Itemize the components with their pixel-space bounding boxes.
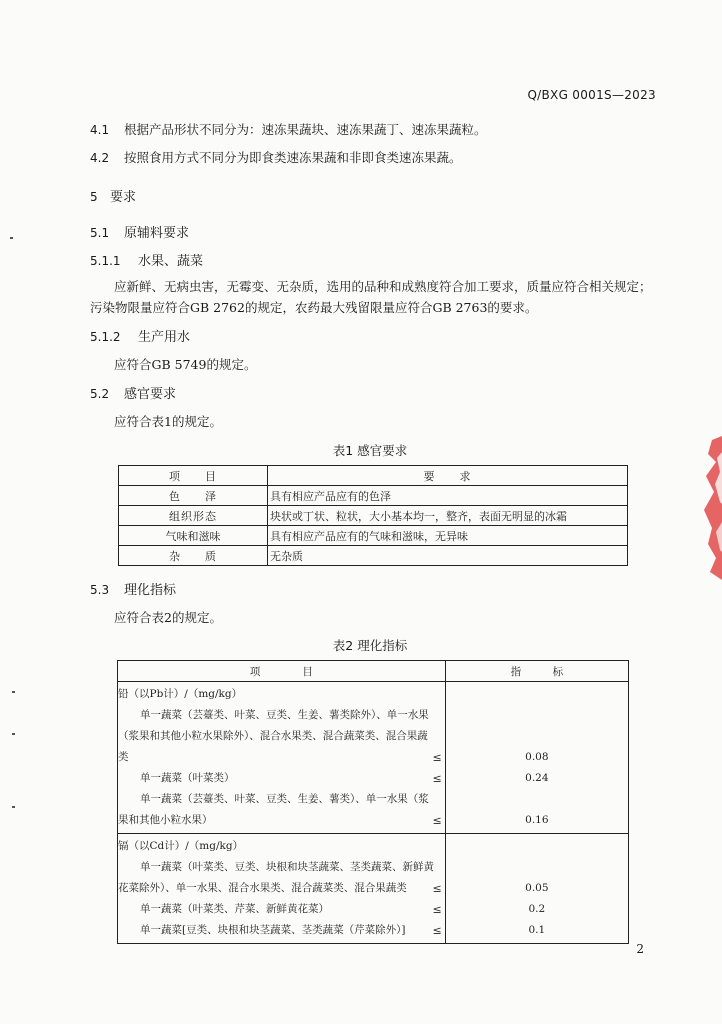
- table-row-lead: [118, 682, 629, 834]
- scan-speck: [12, 691, 15, 693]
- heading-5-1-1: [90, 250, 203, 269]
- le-symbol: ≤: [432, 814, 442, 827]
- heading-number: 5: [90, 190, 98, 204]
- item-line: 单一蔬菜（芸薹类、叶菜、豆类、生姜、薯类）、单一水果（浆: [140, 793, 429, 805]
- cadmium-value-cell: [445, 834, 628, 944]
- heading-5-2: [90, 383, 176, 402]
- le-symbol: ≤: [432, 903, 442, 916]
- limit-value: 0.05: [525, 882, 549, 894]
- heading-text: 理化指标: [124, 583, 177, 598]
- lead-value-cell: [445, 682, 628, 834]
- table2-physicochemical: [117, 660, 629, 944]
- item-text: 单一蔬菜（叶菜类）: [140, 772, 235, 784]
- item-text: 单一蔬菜[豆类、块根和块茎蔬菜、茎类蔬菜（芹菜除外）]: [140, 924, 406, 936]
- table1-caption: 表1 感官要求: [332, 443, 408, 458]
- limit-value: 0.2: [528, 903, 546, 915]
- table-row: [119, 506, 628, 526]
- table2-caption: 表2 理化指标: [332, 638, 408, 653]
- heading-5-1: [90, 222, 189, 241]
- heading-5-1-2: [90, 326, 190, 345]
- limit-value: 0.08: [525, 751, 549, 763]
- row-item: 杂 质: [119, 546, 268, 566]
- page-number: 2: [636, 942, 644, 956]
- table-header-row: [119, 466, 628, 486]
- heading-number: 5.1: [90, 226, 110, 240]
- clause-5-1-2-body: 应符合GB 5749的规定。: [114, 357, 257, 372]
- column-header: 项 目: [119, 466, 268, 486]
- item-text: 单一蔬菜（叶菜类、芹菜、新鲜黄花菜）: [140, 903, 329, 915]
- scan-speck: [12, 806, 15, 808]
- heading-number: 5.3: [90, 583, 110, 597]
- item-line: 单一蔬菜（芸薹类、叶菜、豆类、生姜、薯类除外）、单一水果: [140, 709, 429, 721]
- item-text: 花菜除外）、单一水果、混合水果类、混合蔬菜类、混合果蔬类: [118, 882, 407, 894]
- item-text: 类: [118, 751, 129, 763]
- heading-5: [90, 186, 136, 205]
- item-line-with-symbol: [118, 878, 443, 899]
- row-item: 气味和滋味: [119, 526, 268, 546]
- clause-5-2-body: 应符合表1的规定。: [114, 414, 222, 429]
- table-row-cadmium: [118, 834, 629, 944]
- column-header: 要 求: [268, 466, 628, 486]
- item-line-with-symbol: [118, 899, 443, 920]
- clause-5-1-1-body: 应新鲜、无病虫害，无霉变、无杂质，选用的品种和成熟度符合加工要求，质量应符合相关规定；污染物限量应符合GB 2762的规定，农药最大残留限量应符合GB 2763的要求。: [90, 279, 652, 315]
- row-item: 色 泽: [119, 486, 268, 506]
- red-seal-fragment: [698, 432, 722, 582]
- scan-speck: [12, 733, 15, 735]
- item-line-with-symbol: [118, 810, 443, 831]
- clause-text: 按照食用方式不同分为即食类速冻果蔬和非即食类速冻果蔬。: [124, 150, 462, 165]
- clause-number: 4.2: [90, 151, 110, 165]
- le-symbol: ≤: [432, 751, 442, 764]
- heading-5-3: [90, 579, 176, 598]
- cadmium-title: 镉（以Cd计）/（mg/kg）: [118, 840, 244, 852]
- row-requirement: 具有相应产品应有的色泽: [268, 486, 628, 506]
- table-header-row: [118, 661, 629, 682]
- cadmium-item-cell: [118, 834, 446, 944]
- clause-4-1: [90, 120, 487, 138]
- le-symbol: ≤: [432, 882, 442, 895]
- clause-number: 4.1: [90, 123, 110, 137]
- row-requirement: 无杂质: [268, 546, 628, 566]
- heading-number: 5.2: [90, 387, 110, 401]
- table-row: [119, 546, 628, 566]
- limit-value: 0.24: [525, 772, 549, 784]
- heading-text: 要求: [110, 190, 137, 205]
- row-requirement: 具有相应产品应有的气味和滋味，无异味: [268, 526, 628, 546]
- table-row: [119, 526, 628, 546]
- clause-5-3-body: 应符合表2的规定。: [114, 610, 222, 625]
- heading-text: 水果、蔬菜: [138, 254, 204, 269]
- le-symbol: ≤: [432, 924, 442, 937]
- le-symbol: ≤: [432, 772, 442, 785]
- clause-text: 根据产品形状不同分为：速冻果蔬块、速冻果蔬丁、速冻果蔬粒。: [124, 122, 487, 137]
- item-line-with-symbol: [118, 747, 443, 768]
- row-requirement: 块状或丁状、粒状，大小基本均一，整齐，表面无明显的冰霜: [268, 506, 628, 526]
- column-header: 项 目: [118, 661, 446, 682]
- item-text: 果和其他小粒水果）: [118, 814, 213, 826]
- standard-code: Q/BXG 0001S—2023: [527, 88, 656, 102]
- lead-title: 铅（以Pb计）/（mg/kg）: [118, 688, 243, 700]
- lead-item-cell: [118, 682, 446, 834]
- clause-4-2: [90, 148, 462, 166]
- heading-text: 感官要求: [124, 387, 177, 402]
- limit-value: 0.16: [525, 814, 549, 826]
- heading-text: 原辅料要求: [124, 226, 190, 241]
- item-line-with-symbol: [118, 920, 443, 941]
- item-line-with-symbol: [118, 768, 443, 789]
- scan-speck: [10, 237, 13, 239]
- table-row: [119, 486, 628, 506]
- heading-text: 生产用水: [138, 330, 191, 345]
- column-header: 指 标: [445, 661, 628, 682]
- heading-number: 5.1.2: [90, 330, 121, 344]
- limit-value: 0.1: [528, 924, 546, 936]
- item-line: 单一蔬菜（叶菜类、豆类、块根和块茎蔬菜、茎类蔬菜、新鲜黄: [140, 861, 434, 873]
- heading-number: 5.1.1: [90, 254, 121, 268]
- table1-sensory: [118, 465, 628, 566]
- row-item: 组织形态: [119, 506, 268, 526]
- item-line: （浆果和其他小粒水果除外）、混合水果类、混合蔬菜类、混合果蔬: [118, 730, 428, 742]
